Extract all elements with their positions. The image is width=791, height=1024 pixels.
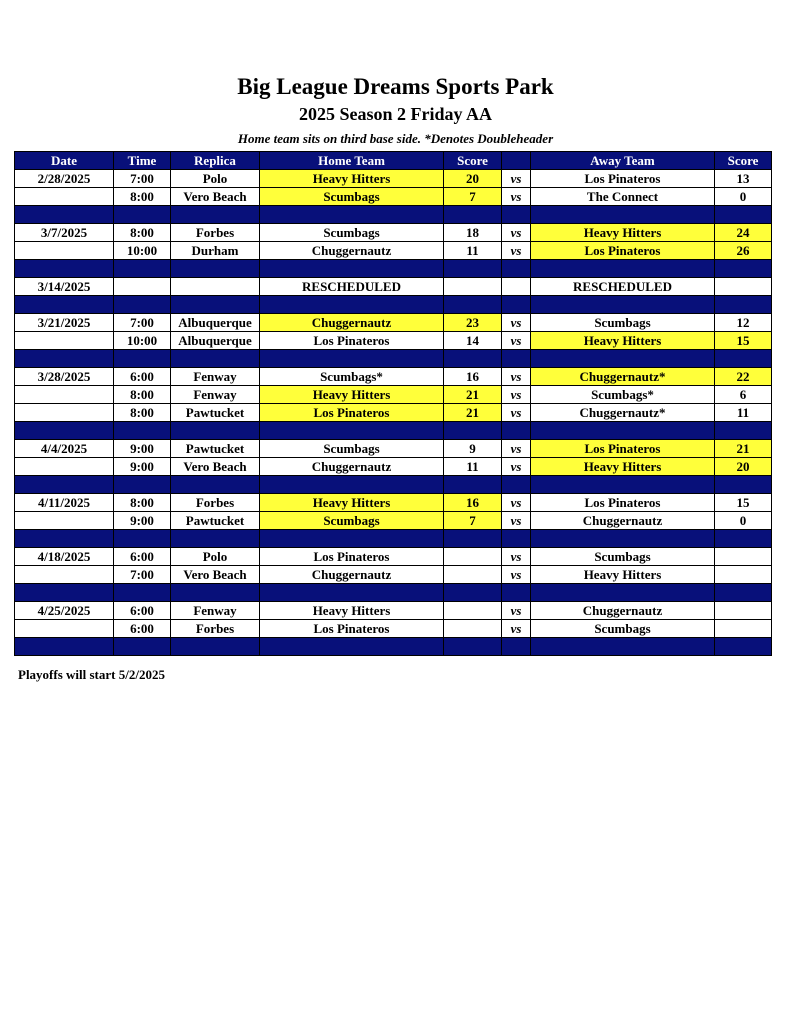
separator-cell [502, 206, 531, 224]
separator-row [15, 350, 772, 368]
separator-cell [171, 422, 260, 440]
cell-time: 6:00 [114, 602, 171, 620]
cell-date [15, 404, 114, 422]
separator-cell [502, 476, 531, 494]
cell-away-score: 6 [715, 386, 772, 404]
cell-home-score [444, 278, 502, 296]
separator-cell [15, 422, 114, 440]
cell-time: 7:00 [114, 566, 171, 584]
cell-home-team: Scumbags* [260, 368, 444, 386]
cell-date [15, 458, 114, 476]
cell-time: 7:00 [114, 170, 171, 188]
separator-cell [171, 260, 260, 278]
cell-home-score: 16 [444, 494, 502, 512]
separator-cell [715, 530, 772, 548]
separator-cell [444, 476, 502, 494]
table-row [15, 620, 772, 638]
separator-cell [15, 350, 114, 368]
cell-replica: Durham [171, 242, 260, 260]
cell-away-team: Scumbags [531, 620, 715, 638]
separator-cell [15, 260, 114, 278]
cell-vs: vs [502, 332, 531, 350]
cell-vs: vs [502, 494, 531, 512]
cell-date [15, 188, 114, 206]
separator-cell [715, 350, 772, 368]
cell-home-team: Scumbags [260, 512, 444, 530]
separator-row [15, 530, 772, 548]
separator-cell [171, 530, 260, 548]
cell-time: 9:00 [114, 512, 171, 530]
cell-vs: vs [502, 368, 531, 386]
cell-home-team: Los Pinateros [260, 548, 444, 566]
cell-away-score: 11 [715, 404, 772, 422]
separator-cell [531, 260, 715, 278]
cell-time: 9:00 [114, 440, 171, 458]
cell-away-score: 15 [715, 332, 772, 350]
separator-cell [114, 476, 171, 494]
cell-replica: Vero Beach [171, 566, 260, 584]
separator-row [15, 422, 772, 440]
column-header-home-team: Home Team [260, 152, 444, 170]
playoffs-note: Playoffs will start 5/2/2025 [18, 667, 165, 682]
cell-home-score: 21 [444, 386, 502, 404]
table-row [15, 566, 772, 584]
separator-cell [531, 422, 715, 440]
cell-date [15, 386, 114, 404]
cell-home-team: Los Pinateros [260, 404, 444, 422]
table-row [15, 386, 772, 404]
cell-time: 8:00 [114, 404, 171, 422]
separator-cell [171, 638, 260, 656]
separator-row [15, 638, 772, 656]
separator-cell [260, 476, 444, 494]
cell-home-team: Chuggernautz [260, 566, 444, 584]
schedule-note: Home team sits on third base side. *Denotes Doubleheader [237, 131, 554, 146]
cell-away-score: 21 [715, 440, 772, 458]
column-header-time: Time [114, 152, 171, 170]
separator-cell [114, 296, 171, 314]
cell-away-team: RESCHEDULED [531, 278, 715, 296]
cell-away-team: Scumbags [531, 548, 715, 566]
separator-cell [444, 638, 502, 656]
cell-replica: Vero Beach [171, 188, 260, 206]
cell-vs: vs [502, 224, 531, 242]
cell-away-score: 13 [715, 170, 772, 188]
separator-cell [260, 350, 444, 368]
cell-replica: Pawtucket [171, 404, 260, 422]
separator-cell [171, 476, 260, 494]
cell-vs: vs [502, 602, 531, 620]
separator-cell [444, 584, 502, 602]
cell-vs: vs [502, 458, 531, 476]
separator-row [15, 260, 772, 278]
cell-home-score: 7 [444, 188, 502, 206]
cell-away-team: Chuggernautz* [531, 368, 715, 386]
cell-vs: vs [502, 440, 531, 458]
cell-replica: Fenway [171, 386, 260, 404]
cell-replica: Albuquerque [171, 314, 260, 332]
cell-vs [502, 278, 531, 296]
separator-cell [114, 350, 171, 368]
separator-cell [114, 206, 171, 224]
separator-cell [715, 638, 772, 656]
cell-date: 4/25/2025 [15, 602, 114, 620]
cell-date [15, 512, 114, 530]
cell-home-team: Scumbags [260, 224, 444, 242]
table-row [15, 332, 772, 350]
cell-vs: vs [502, 188, 531, 206]
separator-cell [260, 638, 444, 656]
separator-cell [531, 206, 715, 224]
cell-date [15, 242, 114, 260]
cell-home-score: 7 [444, 512, 502, 530]
cell-away-team: The Connect [531, 188, 715, 206]
column-header-vs [502, 152, 531, 170]
separator-cell [531, 476, 715, 494]
cell-away-team: Scumbags* [531, 386, 715, 404]
cell-replica: Forbes [171, 620, 260, 638]
separator-cell [15, 530, 114, 548]
cell-vs: vs [502, 548, 531, 566]
table-row [15, 458, 772, 476]
separator-cell [444, 206, 502, 224]
separator-cell [260, 206, 444, 224]
cell-away-score [715, 566, 772, 584]
cell-time: 9:00 [114, 458, 171, 476]
cell-date: 2/28/2025 [15, 170, 114, 188]
cell-replica [171, 278, 260, 296]
separator-cell [444, 260, 502, 278]
cell-away-score: 26 [715, 242, 772, 260]
cell-replica: Forbes [171, 224, 260, 242]
cell-time: 6:00 [114, 620, 171, 638]
column-header-away-score: Score [715, 152, 772, 170]
page-subtitle: 2025 Season 2 Friday AA [298, 104, 493, 124]
cell-away-team: Heavy Hitters [531, 332, 715, 350]
separator-cell [171, 350, 260, 368]
separator-cell [260, 530, 444, 548]
separator-cell [531, 638, 715, 656]
cell-vs: vs [502, 386, 531, 404]
cell-away-score: 0 [715, 188, 772, 206]
separator-cell [15, 638, 114, 656]
cell-away-score: 20 [715, 458, 772, 476]
separator-cell [15, 584, 114, 602]
cell-away-team: Heavy Hitters [531, 224, 715, 242]
cell-date: 3/7/2025 [15, 224, 114, 242]
cell-replica: Vero Beach [171, 458, 260, 476]
cell-away-score: 0 [715, 512, 772, 530]
separator-cell [531, 530, 715, 548]
cell-home-score: 23 [444, 314, 502, 332]
cell-vs: vs [502, 566, 531, 584]
separator-cell [114, 260, 171, 278]
table-row [15, 278, 772, 296]
cell-away-score: 24 [715, 224, 772, 242]
separator-row [15, 584, 772, 602]
table-row [15, 512, 772, 530]
cell-home-score: 16 [444, 368, 502, 386]
cell-home-team: Chuggernautz [260, 242, 444, 260]
cell-home-team: RESCHEDULED [260, 278, 444, 296]
table-header-row [15, 152, 772, 170]
cell-time [114, 278, 171, 296]
page-title: Big League Dreams Sports Park [237, 74, 554, 99]
cell-home-score: 11 [444, 242, 502, 260]
cell-vs: vs [502, 404, 531, 422]
cell-away-team: Chuggernautz [531, 512, 715, 530]
separator-cell [715, 422, 772, 440]
separator-cell [502, 422, 531, 440]
cell-vs: vs [502, 512, 531, 530]
column-header-date: Date [15, 152, 114, 170]
separator-row [15, 206, 772, 224]
cell-time: 10:00 [114, 332, 171, 350]
cell-away-score: 22 [715, 368, 772, 386]
column-header-away-team: Away Team [531, 152, 715, 170]
separator-cell [502, 296, 531, 314]
schedule-body [15, 170, 772, 656]
cell-home-score: 20 [444, 170, 502, 188]
cell-away-team: Heavy Hitters [531, 566, 715, 584]
cell-home-score: 11 [444, 458, 502, 476]
table-row [15, 188, 772, 206]
separator-cell [444, 422, 502, 440]
cell-replica: Fenway [171, 368, 260, 386]
table-row [15, 494, 772, 512]
cell-time: 8:00 [114, 494, 171, 512]
cell-away-team: Los Pinateros [531, 440, 715, 458]
separator-cell [531, 584, 715, 602]
separator-cell [260, 296, 444, 314]
cell-away-team: Los Pinateros [531, 242, 715, 260]
cell-time: 8:00 [114, 224, 171, 242]
cell-vs: vs [502, 314, 531, 332]
separator-cell [260, 260, 444, 278]
cell-vs: vs [502, 242, 531, 260]
cell-replica: Albuquerque [171, 332, 260, 350]
separator-cell [171, 296, 260, 314]
cell-away-team: Los Pinateros [531, 494, 715, 512]
separator-row [15, 296, 772, 314]
cell-home-score: 9 [444, 440, 502, 458]
cell-home-team: Heavy Hitters [260, 170, 444, 188]
separator-cell [531, 296, 715, 314]
cell-home-team: Scumbags [260, 440, 444, 458]
cell-replica: Forbes [171, 494, 260, 512]
separator-cell [15, 206, 114, 224]
cell-away-team: Chuggernautz* [531, 404, 715, 422]
cell-home-score [444, 620, 502, 638]
separator-cell [444, 296, 502, 314]
cell-date [15, 566, 114, 584]
table-row [15, 440, 772, 458]
separator-cell [531, 350, 715, 368]
cell-replica: Polo [171, 170, 260, 188]
separator-cell [114, 530, 171, 548]
cell-away-team: Los Pinateros [531, 170, 715, 188]
cell-time: 8:00 [114, 188, 171, 206]
cell-away-score [715, 548, 772, 566]
separator-cell [715, 260, 772, 278]
cell-date: 3/21/2025 [15, 314, 114, 332]
separator-row [15, 476, 772, 494]
cell-date: 4/11/2025 [15, 494, 114, 512]
cell-home-team: Scumbags [260, 188, 444, 206]
cell-replica: Pawtucket [171, 512, 260, 530]
cell-home-team: Heavy Hitters [260, 494, 444, 512]
separator-cell [260, 422, 444, 440]
cell-away-team: Scumbags [531, 314, 715, 332]
cell-home-team: Los Pinateros [260, 620, 444, 638]
cell-home-team: Los Pinateros [260, 332, 444, 350]
cell-vs: vs [502, 170, 531, 188]
cell-date [15, 620, 114, 638]
cell-home-team: Chuggernautz [260, 314, 444, 332]
cell-replica: Polo [171, 548, 260, 566]
separator-cell [114, 422, 171, 440]
cell-vs: vs [502, 620, 531, 638]
table-row [15, 170, 772, 188]
cell-away-score [715, 602, 772, 620]
separator-cell [502, 584, 531, 602]
table-row [15, 242, 772, 260]
separator-cell [15, 296, 114, 314]
cell-home-score: 18 [444, 224, 502, 242]
cell-date: 4/4/2025 [15, 440, 114, 458]
cell-date: 4/18/2025 [15, 548, 114, 566]
cell-home-team: Heavy Hitters [260, 386, 444, 404]
separator-cell [502, 350, 531, 368]
table-row [15, 404, 772, 422]
cell-away-team: Heavy Hitters [531, 458, 715, 476]
separator-cell [114, 638, 171, 656]
separator-cell [715, 584, 772, 602]
cell-time: 6:00 [114, 368, 171, 386]
cell-replica: Fenway [171, 602, 260, 620]
separator-cell [715, 296, 772, 314]
separator-cell [171, 584, 260, 602]
separator-cell [114, 584, 171, 602]
separator-cell [502, 260, 531, 278]
cell-home-score: 14 [444, 332, 502, 350]
cell-home-team: Heavy Hitters [260, 602, 444, 620]
table-row [15, 602, 772, 620]
table-row [15, 224, 772, 242]
cell-away-score: 12 [715, 314, 772, 332]
cell-time: 7:00 [114, 314, 171, 332]
table-row [15, 368, 772, 386]
separator-cell [502, 638, 531, 656]
cell-away-score [715, 278, 772, 296]
cell-away-score: 15 [715, 494, 772, 512]
separator-cell [171, 206, 260, 224]
cell-home-score [444, 548, 502, 566]
cell-replica: Pawtucket [171, 440, 260, 458]
cell-home-team: Chuggernautz [260, 458, 444, 476]
separator-cell [715, 206, 772, 224]
cell-away-score [715, 620, 772, 638]
cell-home-score [444, 602, 502, 620]
separator-cell [502, 530, 531, 548]
table-row [15, 548, 772, 566]
separator-cell [260, 584, 444, 602]
schedule-table [14, 151, 772, 656]
cell-time: 8:00 [114, 386, 171, 404]
separator-cell [15, 476, 114, 494]
table-row [15, 314, 772, 332]
separator-cell [444, 530, 502, 548]
column-header-home-score: Score [444, 152, 502, 170]
separator-cell [715, 476, 772, 494]
separator-cell [444, 350, 502, 368]
cell-away-team: Chuggernautz [531, 602, 715, 620]
cell-time: 6:00 [114, 548, 171, 566]
cell-home-score [444, 566, 502, 584]
cell-home-score: 21 [444, 404, 502, 422]
cell-time: 10:00 [114, 242, 171, 260]
cell-date: 3/14/2025 [15, 278, 114, 296]
cell-date [15, 332, 114, 350]
cell-date: 3/28/2025 [15, 368, 114, 386]
column-header-replica: Replica [171, 152, 260, 170]
